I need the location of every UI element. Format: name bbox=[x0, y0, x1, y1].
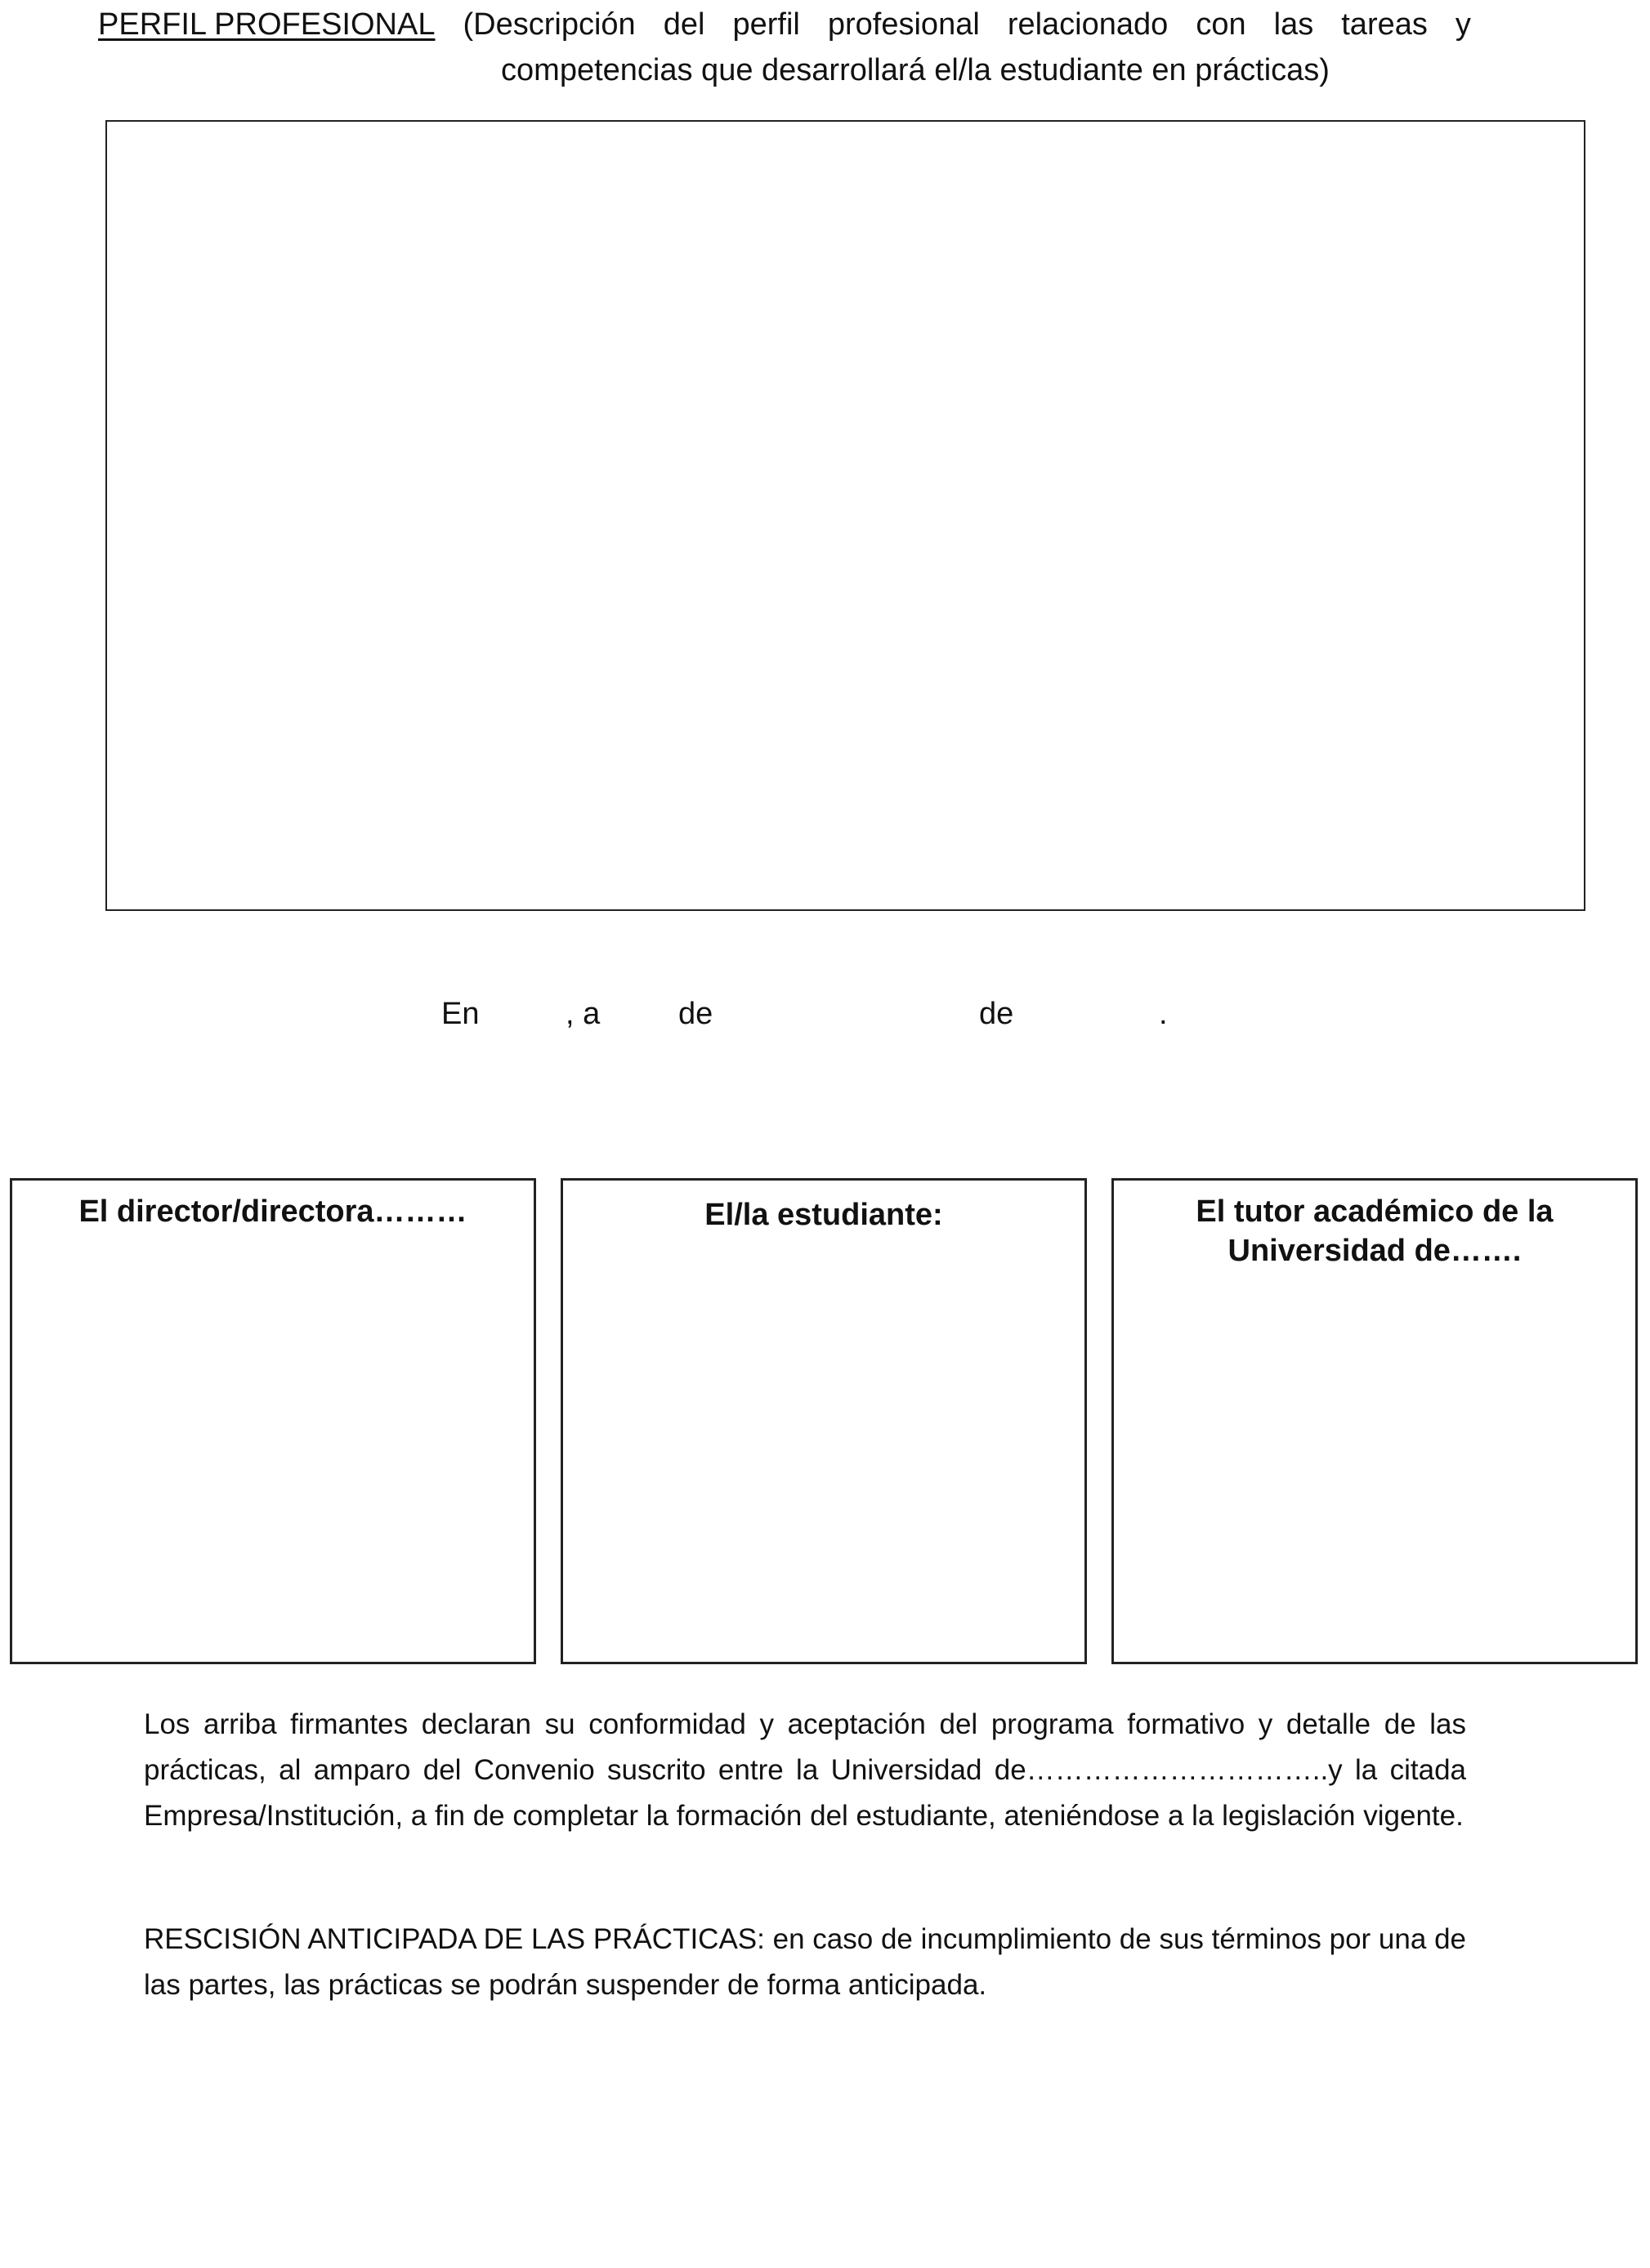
profile-heading-line1 bbox=[98, 2, 1471, 47]
heading-word: tareas bbox=[1341, 7, 1428, 42]
profile-title: PERFIL PROFESIONAL bbox=[98, 7, 436, 42]
date-period: . bbox=[1159, 997, 1168, 1031]
heading-word: las bbox=[1273, 7, 1314, 42]
profile-heading bbox=[98, 2, 1471, 93]
date-comma-a-label: , a bbox=[566, 997, 601, 1031]
date-de-label-1: de bbox=[678, 997, 713, 1031]
date-de-label-2: de bbox=[979, 997, 1014, 1031]
signature-label-academic-tutor: El tutor académico de la Universidad de……. bbox=[1196, 1194, 1554, 1268]
profile-heading-line2: competencias que desarrollará el/la estudiante en prácticas) bbox=[501, 53, 1330, 87]
signature-box-director[interactable] bbox=[10, 1178, 536, 1664]
signature-label-student: El/la estudiante: bbox=[704, 1198, 943, 1232]
signature-box-student[interactable] bbox=[561, 1178, 1087, 1664]
heading-word: profesional bbox=[827, 7, 980, 42]
heading-word: (Descripción bbox=[463, 7, 636, 42]
rescission-paragraph: RESCISIÓN ANTICIPADA DE LAS PRÁCTICAS: en caso de incumplimiento de sus términos por una de las partes, las prácticas se podrán suspender de forma anticipada. bbox=[144, 1923, 1466, 2001]
heading-word: relacionado bbox=[1007, 7, 1169, 42]
heading-word: del bbox=[663, 7, 705, 42]
signature-box-academic-tutor[interactable] bbox=[1111, 1178, 1638, 1664]
heading-word: perfil bbox=[732, 7, 800, 42]
heading-word: con bbox=[1196, 7, 1246, 42]
signature-label-director: El director/directora……… bbox=[78, 1194, 467, 1229]
conformity-paragraph: Los arriba firmantes declaran su conformidad y aceptación del programa formativo y detalle de las prácticas, al amparo del Convenio suscrito entre la Universidad de…………………………..y la citada Empresa/Institución, a fin de completar la formación del estudiante, ateniéndose a la legislación vigente. bbox=[144, 1708, 1466, 1832]
date-en-label: En bbox=[441, 997, 480, 1031]
heading-word: y bbox=[1455, 7, 1471, 42]
profile-description-box[interactable] bbox=[105, 120, 1585, 911]
